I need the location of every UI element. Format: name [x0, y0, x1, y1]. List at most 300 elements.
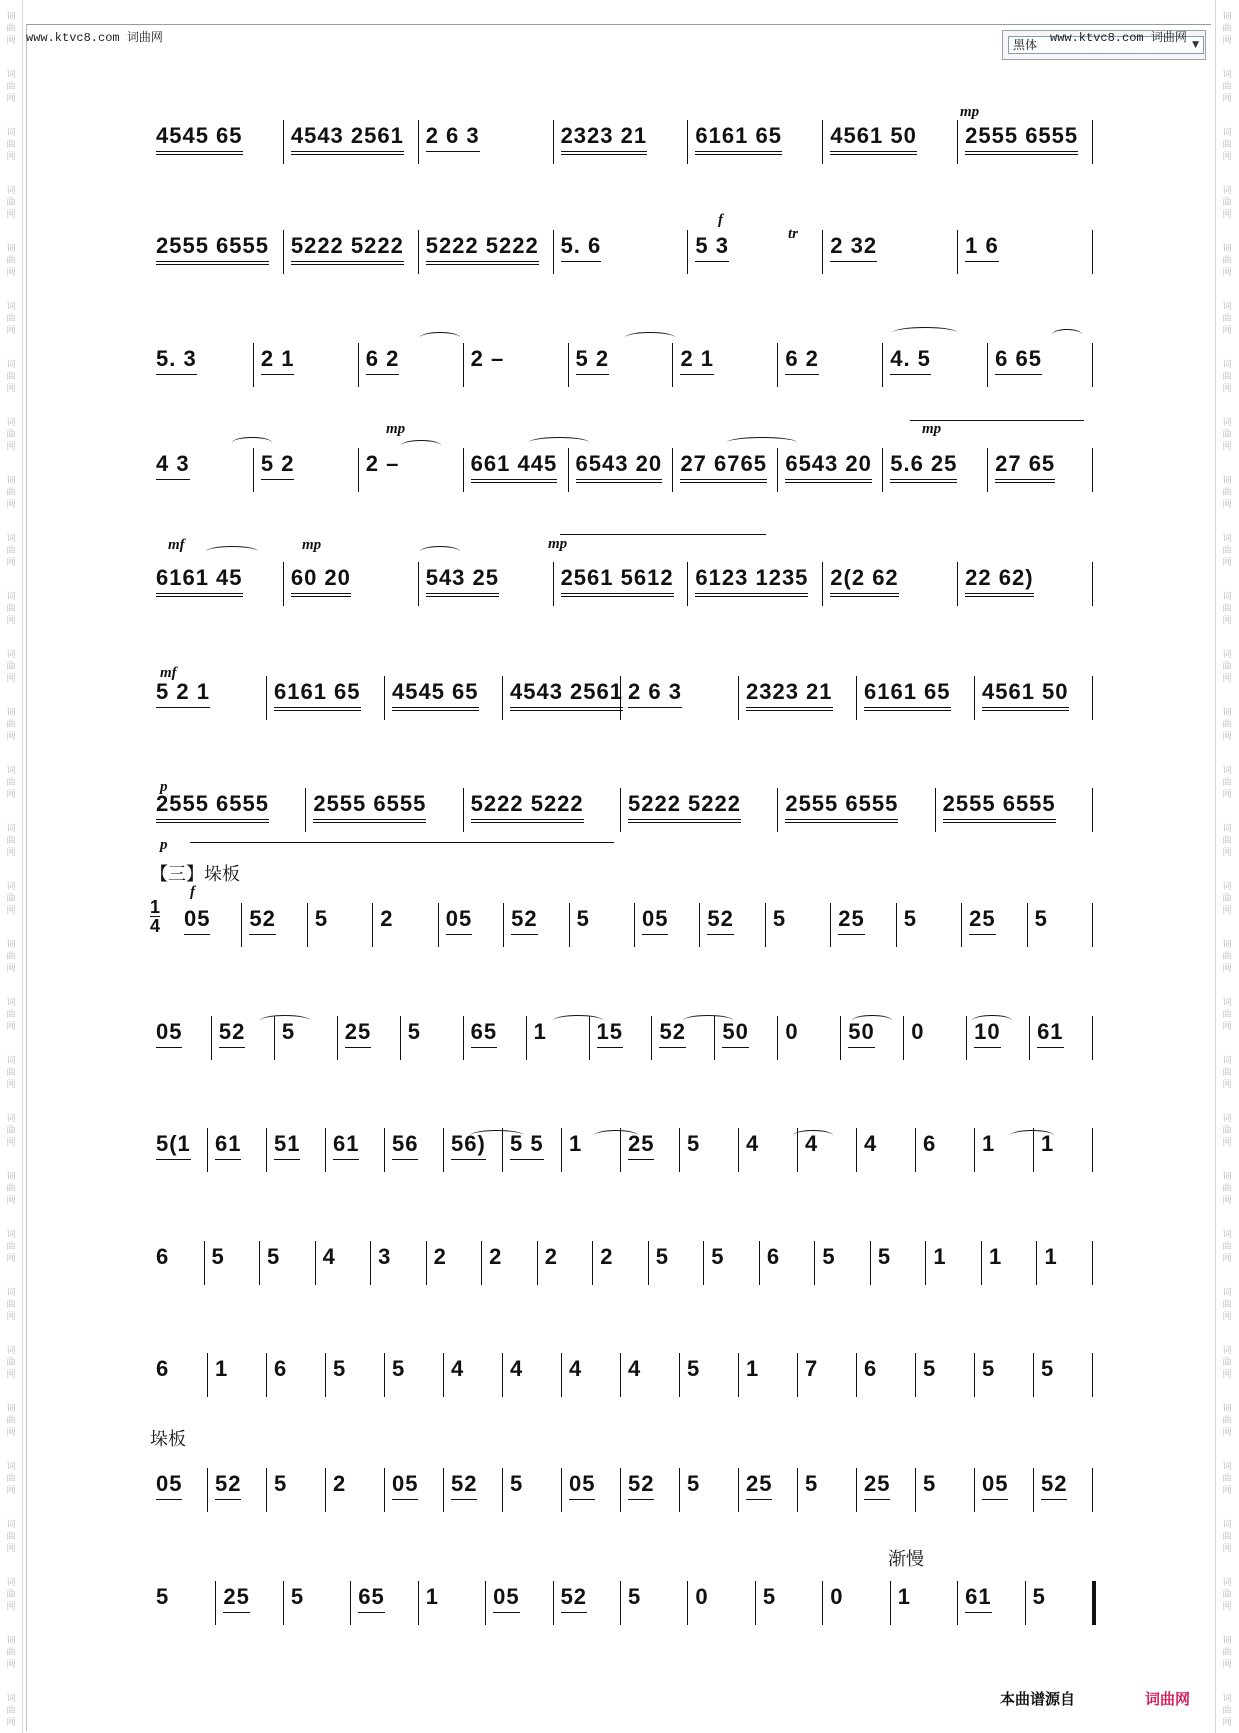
measure-notes: 5 — [1041, 1356, 1055, 1381]
barline — [463, 343, 464, 387]
barline — [568, 343, 569, 387]
barline — [987, 343, 988, 387]
barline — [553, 1581, 554, 1625]
site-header-left[interactable]: www.ktvc8.com 词曲网 — [26, 31, 163, 45]
watermark-glyph: 词 — [6, 1694, 16, 1704]
barline — [738, 1128, 739, 1172]
barline — [687, 120, 688, 164]
barline — [882, 448, 883, 492]
measure-notes: 5 — [923, 1471, 937, 1496]
watermark-glyph: 网 — [1222, 384, 1232, 394]
measure-notes: 22 62) — [965, 564, 1033, 597]
measure-notes: 5 2 1 — [156, 678, 210, 708]
score-row — [150, 345, 1094, 385]
barline — [1092, 1016, 1093, 1060]
watermark-block — [1216, 1508, 1238, 1566]
barline — [266, 1353, 267, 1397]
slur-mark — [793, 1130, 833, 1141]
watermark-glyph: 网 — [6, 210, 16, 220]
measure-notes: 4 — [510, 1356, 524, 1381]
section-label-3: 【三】垛板 — [150, 864, 240, 885]
watermark-glyph: 网 — [6, 1196, 16, 1206]
measure-notes: 2555 6555 — [156, 232, 269, 265]
watermark-glyph: 网 — [6, 964, 16, 974]
watermark-block — [1216, 116, 1238, 174]
tempo-mark-jianman: 渐慢 — [888, 1549, 924, 1570]
watermark-glyph: 曲 — [1222, 894, 1232, 904]
watermark-glyph: 词 — [1222, 302, 1232, 312]
measure-notes: 5 — [655, 1244, 669, 1269]
watermark-block — [1216, 580, 1238, 638]
watermark-glyph: 词 — [6, 882, 16, 892]
barline — [1092, 230, 1093, 274]
dynamic-mark: mp — [922, 421, 942, 437]
watermark-block — [1216, 986, 1238, 1044]
measure-notes: 05 — [156, 1470, 182, 1500]
barline — [283, 562, 284, 606]
barline — [935, 788, 936, 832]
watermark-glyph: 词 — [6, 1578, 16, 1588]
chevron-down-icon[interactable]: ▼ — [1192, 40, 1199, 50]
barline — [418, 1581, 419, 1625]
watermark-block — [0, 812, 22, 870]
score-row — [150, 905, 1094, 945]
barline — [481, 1241, 482, 1285]
measure-notes: 2 — [333, 1471, 347, 1496]
watermark-glyph: 曲 — [1222, 1300, 1232, 1310]
watermark-block — [0, 1276, 22, 1334]
watermark-glyph: 词 — [6, 1520, 16, 1530]
barline — [679, 1128, 680, 1172]
watermark-glyph: 网 — [1222, 1196, 1232, 1206]
watermark-glyph: 网 — [1222, 1602, 1232, 1612]
barline — [648, 1241, 649, 1285]
measure-notes: 5 5 — [510, 1130, 544, 1160]
measure-notes: 5 — [156, 1584, 170, 1609]
watermark-block — [1216, 1392, 1238, 1450]
slur-mark — [972, 1015, 1012, 1026]
watermark-glyph: 曲 — [1222, 1416, 1232, 1426]
watermark-glyph: 网 — [1222, 732, 1232, 742]
measure-notes: 05 — [642, 905, 668, 935]
watermark-glyph: 网 — [6, 1428, 16, 1438]
dynamic-mark: mp — [960, 104, 980, 120]
barline — [651, 1016, 652, 1060]
measure-notes: 05 — [156, 1018, 182, 1048]
watermark-glyph: 曲 — [6, 604, 16, 614]
measure-notes: 52 — [659, 1018, 685, 1048]
barline — [620, 1468, 621, 1512]
watermark-glyph: 网 — [1222, 1138, 1232, 1148]
barline — [443, 1128, 444, 1172]
barline — [672, 343, 673, 387]
watermark-glyph: 网 — [6, 790, 16, 800]
measure-notes: 6123 1235 — [695, 564, 808, 597]
watermark-glyph: 词 — [6, 998, 16, 1008]
measure-notes: 50 — [722, 1018, 748, 1048]
watermark-block — [0, 1334, 22, 1392]
measure-notes: 25 — [345, 1018, 371, 1048]
barline — [634, 903, 635, 947]
watermark-glyph: 曲 — [1222, 662, 1232, 672]
watermark-glyph: 曲 — [6, 24, 16, 34]
barline — [370, 1241, 371, 1285]
watermark-glyph: 网 — [1222, 1660, 1232, 1670]
measure-notes: 5222 5222 — [471, 790, 584, 823]
watermark-glyph: 词 — [1222, 940, 1232, 950]
measure-notes: 5 — [762, 1584, 777, 1609]
watermark-glyph: 词 — [6, 186, 16, 196]
barline — [822, 562, 823, 606]
measure-notes: 5 — [982, 1356, 996, 1381]
barline — [253, 448, 254, 492]
dynamic-mark: f — [190, 884, 195, 900]
barline — [350, 1581, 351, 1625]
dynamic-mark: tr — [788, 226, 799, 242]
watermark-glyph: 词 — [6, 12, 16, 22]
measure-notes: 1 6 — [965, 232, 999, 262]
barline — [620, 676, 621, 720]
measure-notes: 65 — [358, 1583, 384, 1613]
barline — [485, 1581, 486, 1625]
watermark-glyph: 曲 — [1222, 256, 1232, 266]
watermark-glyph: 曲 — [1222, 314, 1232, 324]
time-signature — [150, 898, 160, 935]
barline — [890, 1581, 891, 1625]
measure-notes: 5 — [687, 1356, 701, 1381]
watermark-glyph: 网 — [6, 500, 16, 510]
measure-notes: 543 25 — [426, 564, 499, 597]
measure-notes: 2 32 — [830, 232, 877, 262]
measure-notes: 2 — [489, 1244, 503, 1269]
barline — [553, 230, 554, 274]
barline — [502, 1353, 503, 1397]
measure-notes: 5 — [687, 1471, 701, 1496]
dynamic-mark: p — [160, 779, 168, 795]
measure-notes: 6161 65 — [274, 678, 361, 711]
measure-notes: 65 — [471, 1018, 497, 1048]
measure-notes: 5 — [392, 1356, 406, 1381]
measure-notes: 27 6765 — [680, 450, 767, 483]
measure-notes: 1 — [988, 1244, 1003, 1269]
watermark-glyph: 词 — [6, 70, 16, 80]
measure-notes: 661 445 — [471, 450, 558, 483]
measure-notes: 2 – — [470, 346, 505, 371]
watermark-block — [0, 754, 22, 812]
slur-mark — [1052, 329, 1082, 340]
barline — [384, 1353, 385, 1397]
watermark-glyph: 词 — [6, 1462, 16, 1472]
measure-notes: 60 20 — [291, 564, 351, 597]
measure-notes: 6 — [274, 1356, 288, 1381]
watermark-glyph: 词 — [6, 766, 16, 776]
watermark-glyph: 网 — [1222, 1370, 1232, 1380]
watermark-glyph: 曲 — [1222, 1242, 1232, 1252]
slur-mark — [401, 440, 441, 451]
barline — [856, 1353, 857, 1397]
measure-notes: 5 — [877, 1244, 892, 1269]
watermark-glyph: 曲 — [6, 546, 16, 556]
score-row — [150, 450, 1094, 490]
measure-notes: 2555 6555 — [965, 122, 1078, 155]
measure-notes: 2555 6555 — [313, 790, 426, 823]
barline — [915, 1468, 916, 1512]
watermark-glyph: 网 — [6, 1660, 16, 1670]
measure-notes: 5222 5222 — [426, 232, 539, 265]
barline — [961, 903, 962, 947]
barline — [797, 1353, 798, 1397]
watermark-block — [0, 290, 22, 348]
barline — [337, 1016, 338, 1060]
barline — [687, 1581, 688, 1625]
barline — [315, 1241, 316, 1285]
watermark-glyph: 网 — [6, 1486, 16, 1496]
measure-notes: 4 — [746, 1131, 760, 1156]
watermark-glyph: 曲 — [1222, 1068, 1232, 1078]
slur-mark — [420, 546, 460, 557]
watermark-block — [1216, 870, 1238, 928]
barline — [443, 1468, 444, 1512]
measure-notes: 4 3 — [156, 450, 190, 480]
dynamic-mark: f — [718, 212, 723, 228]
barline — [503, 903, 504, 947]
barline — [1033, 1353, 1034, 1397]
watermark-glyph: 网 — [1222, 964, 1232, 974]
measure-notes: 50 — [848, 1018, 874, 1048]
measure-notes: 2 – — [365, 451, 400, 476]
watermark-glyph: 词 — [1222, 998, 1232, 1008]
barline — [856, 1128, 857, 1172]
barline — [325, 1353, 326, 1397]
watermark-glyph: 词 — [1222, 882, 1232, 892]
measure-notes: 5 2 — [261, 450, 295, 480]
measure-notes: 5 — [274, 1471, 288, 1496]
watermark-glyph: 词 — [1222, 186, 1232, 196]
watermark-glyph: 网 — [1222, 1544, 1232, 1554]
barline — [204, 1241, 205, 1285]
barline — [561, 1468, 562, 1512]
watermark-glyph: 网 — [6, 674, 16, 684]
measure-notes: 6161 65 — [864, 678, 951, 711]
measure-notes: 6 2 — [785, 345, 819, 375]
watermark-glyph: 网 — [1222, 1718, 1232, 1728]
watermark-glyph: 网 — [1222, 326, 1232, 336]
barline — [592, 1241, 593, 1285]
score-row — [150, 1243, 1094, 1283]
watermark-glyph: 词 — [6, 534, 16, 544]
measure-notes: 5 — [290, 1584, 305, 1609]
watermark-glyph: 词 — [1222, 1578, 1232, 1588]
measure-notes: 5 — [333, 1356, 347, 1381]
watermark-glyph: 曲 — [1222, 198, 1232, 208]
watermark-glyph: 曲 — [6, 256, 16, 266]
barline — [266, 1128, 267, 1172]
measure-notes: 27 65 — [995, 450, 1055, 483]
measure-notes: 4561 50 — [830, 122, 917, 155]
barline — [882, 343, 883, 387]
measure-notes: 5 — [211, 1244, 225, 1269]
watermark-glyph: 网 — [6, 94, 16, 104]
measure-notes: 1 — [1041, 1131, 1055, 1156]
measure-notes: 2323 21 — [746, 678, 833, 711]
watermark-glyph: 网 — [1222, 36, 1232, 46]
watermark-block — [1216, 174, 1238, 232]
watermark-block — [0, 1392, 22, 1450]
watermark-block — [0, 870, 22, 928]
watermark-glyph: 词 — [1222, 1230, 1232, 1240]
watermark-glyph: 词 — [1222, 128, 1232, 138]
score-row — [150, 1583, 1094, 1623]
watermark-block — [1216, 1044, 1238, 1102]
barline — [537, 1241, 538, 1285]
measure-notes: 4545 65 — [156, 122, 243, 155]
right-watermark-strip — [1215, 0, 1238, 1733]
measure-notes: 5 3 — [695, 232, 729, 262]
watermark-block — [0, 1218, 22, 1276]
slur-mark — [683, 1015, 733, 1026]
measure-notes: 05 — [184, 905, 210, 935]
barline — [384, 676, 385, 720]
watermark-block — [1216, 348, 1238, 406]
barline — [856, 1468, 857, 1512]
measure-notes: 4 — [569, 1356, 583, 1381]
watermark-glyph: 曲 — [6, 778, 16, 788]
measure-notes: 10 — [974, 1018, 1000, 1048]
watermark-glyph: 词 — [6, 824, 16, 834]
measure-notes: 6161 45 — [156, 564, 243, 597]
barline — [957, 120, 958, 164]
watermark-block — [0, 1044, 22, 1102]
measure-notes: 25 — [628, 1130, 654, 1160]
measure-notes: 2555 6555 — [156, 790, 269, 823]
watermark-glyph: 网 — [1222, 500, 1232, 510]
watermark-glyph: 词 — [6, 302, 16, 312]
watermark-glyph: 曲 — [6, 82, 16, 92]
watermark-block — [1216, 1450, 1238, 1508]
watermark-glyph: 词 — [6, 592, 16, 602]
barline — [207, 1353, 208, 1397]
measure-notes: 7 — [805, 1356, 819, 1381]
watermark-glyph: 词 — [1222, 592, 1232, 602]
measure-notes: 52 — [707, 905, 733, 935]
watermark-glyph: 词 — [6, 1404, 16, 1414]
score-row — [150, 1355, 1094, 1395]
barline — [1092, 1468, 1093, 1512]
watermark-block — [1216, 1566, 1238, 1624]
dynamic-mark: mf — [160, 665, 177, 681]
barline — [307, 903, 308, 947]
barline — [561, 1128, 562, 1172]
watermark-block — [1216, 464, 1238, 522]
measure-notes: 05 — [446, 905, 472, 935]
barline — [765, 903, 766, 947]
watermark-glyph: 网 — [6, 1370, 16, 1380]
barline — [211, 1016, 212, 1060]
barline — [957, 1581, 958, 1625]
barline — [1029, 1016, 1030, 1060]
watermark-glyph: 曲 — [6, 1416, 16, 1426]
barline — [568, 448, 569, 492]
barline — [325, 1468, 326, 1512]
barline — [687, 230, 688, 274]
slur-mark — [553, 1015, 603, 1026]
barline — [755, 1581, 756, 1625]
watermark-glyph: 曲 — [6, 894, 16, 904]
measure-notes: 0 — [695, 1584, 709, 1609]
watermark-glyph: 曲 — [1222, 1358, 1232, 1368]
watermark-glyph: 曲 — [1222, 1706, 1232, 1716]
footer-brand[interactable]: 词曲网 — [1145, 1690, 1191, 1708]
barline — [738, 1468, 739, 1512]
barline — [840, 1016, 841, 1060]
watermark-glyph: 词 — [6, 1056, 16, 1066]
watermark-glyph: 网 — [6, 384, 16, 394]
watermark-block — [1216, 1624, 1238, 1682]
measure-notes: 5 — [407, 1019, 421, 1044]
watermark-block — [0, 1102, 22, 1160]
measure-notes: 2 1 — [680, 345, 714, 375]
barline — [400, 1016, 401, 1060]
watermark-glyph: 曲 — [1222, 836, 1232, 846]
barline — [358, 448, 359, 492]
watermark-block — [0, 58, 22, 116]
watermark-block — [1216, 1276, 1238, 1334]
watermark-glyph: 词 — [1222, 534, 1232, 544]
measure-notes: 6 — [923, 1131, 937, 1156]
watermark-glyph: 曲 — [6, 952, 16, 962]
watermark-glyph: 曲 — [6, 1706, 16, 1716]
measure-notes: 51 — [274, 1130, 300, 1160]
barline — [679, 1353, 680, 1397]
watermark-glyph: 网 — [1222, 210, 1232, 220]
watermark-glyph: 曲 — [1222, 1590, 1232, 1600]
watermark-glyph: 网 — [6, 1080, 16, 1090]
measure-notes: 52 — [219, 1018, 245, 1048]
measure-notes: 4 — [451, 1356, 465, 1381]
hairpin-mark — [190, 842, 614, 843]
measure-notes: 61 — [333, 1130, 359, 1160]
barline — [1092, 903, 1093, 947]
time-signature-bottom: 4 — [150, 916, 161, 936]
watermark-glyph: 曲 — [6, 836, 16, 846]
watermark-glyph: 网 — [6, 1254, 16, 1264]
barline — [569, 903, 570, 947]
watermark-glyph: 词 — [1222, 1462, 1232, 1472]
measure-notes: 4. 5 — [890, 345, 931, 375]
slur-mark — [206, 546, 258, 557]
watermark-block — [1216, 1102, 1238, 1160]
barline — [283, 1581, 284, 1625]
barline — [426, 1241, 427, 1285]
watermark-block — [0, 0, 22, 58]
watermark-glyph: 曲 — [6, 1532, 16, 1542]
watermark-glyph: 曲 — [1222, 1532, 1232, 1542]
watermark-block — [0, 1508, 22, 1566]
site-header-right[interactable]: www.ktvc8.com 词曲网 — [1050, 31, 1187, 45]
measure-notes: 1 — [569, 1131, 583, 1156]
measure-notes: 5. 3 — [156, 345, 197, 375]
dynamic-mark: p — [160, 837, 168, 853]
watermark-block — [1216, 812, 1238, 870]
slur-mark — [1010, 1130, 1054, 1141]
barline — [777, 448, 778, 492]
barline — [418, 230, 419, 274]
measure-notes: 4 — [628, 1356, 642, 1381]
barline — [418, 120, 419, 164]
barline — [830, 903, 831, 947]
barline — [981, 1241, 982, 1285]
barline — [672, 448, 673, 492]
